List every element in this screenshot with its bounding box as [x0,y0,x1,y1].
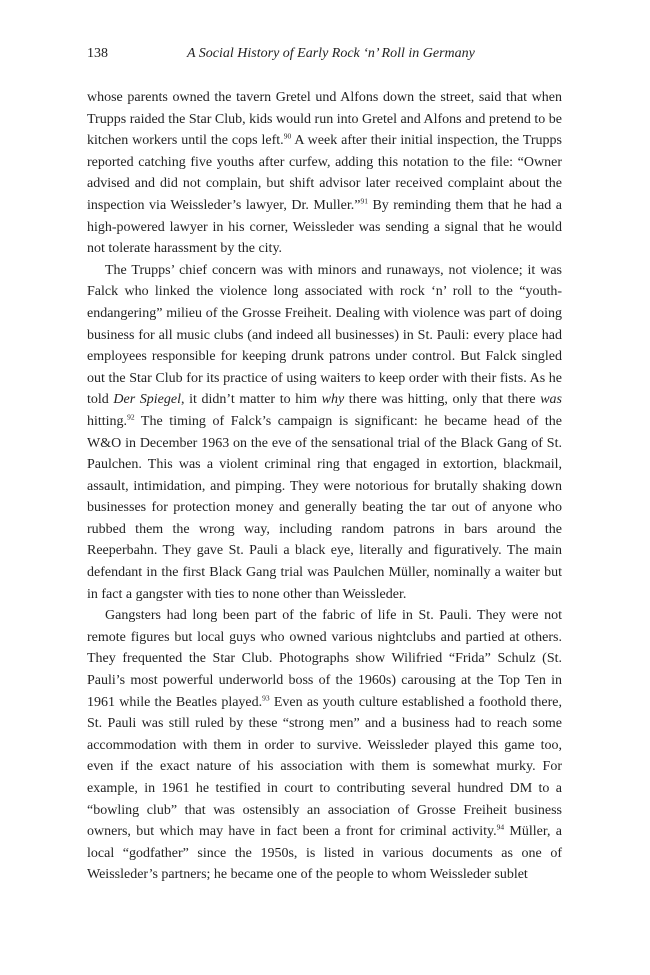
body-text [87,87,562,886]
italic-text: Der Spiegel [113,392,182,408]
italic-text: was [540,392,562,408]
text-run: Müller, a local “godfather” since the 1950s, is listed in various documents as one of Weissleder’s partners; he became one of the people to whom Weissleder sublet [87,824,562,883]
text-run: A week after their initial inspection, the Trupps reported catching five youths after curfew, adding this notation to the file: “Owner advised and did not complain, but shift advisor later received complaint about the inspection via Weissleder’s lawyer, Dr. Muller.” [87,133,562,213]
footnote-marker: 94 [496,822,505,832]
text-run: hitting. [87,413,128,429]
footnote-marker: 90 [283,131,292,141]
text-run: The Trupps’ chief concern was with minors and runaways, not violence; it was Falck who linked the violence long associated with rock ‘n’ roll to the “youth-endangering” milieu of the Grosse Freiheit. Dealing with violence was part of doing business for all music clubs (and indeed all businesses) in St. Pauli: every place had employees responsible for keeping drunk patrons under control. But Falck singled out the Star Club for its practice of using waiters to keep order with their fists. As he told [87,262,562,408]
text-run: Even as youth culture established a foothold there, St. Pauli was still ruled by these “strong men” and a business had to reach some accommodation with them in order to survive. Weissleder played this game too, even if the exact nature of his association with them is somewhat murky. For example, in 1961 he testified in court to contributing several hundred DM to a “bowling club” that was ostensibly an association of Grosse Freiheit business owners, but which may have in fact been a front for criminal activity. [87,694,563,840]
footnote-marker: 91 [360,196,368,206]
footnote-marker: 92 [127,412,135,422]
page-header [87,44,562,64]
running-title: A Social History of Early Rock ‘n’ Roll in Germany [187,46,475,61]
text-run: there was hitting, only that there [344,392,541,408]
text-run: By reminding them that he had a high-powered lawyer in his corner, Weissleder was sending a signal that he would not tolerate harassment by the city. [87,197,562,257]
italic-text: why [321,392,345,408]
text-run: whose parents owned the tavern Gretel und Alfons down the street, said that when Trupps raided the Star Club, kids would run into Gretel and Alfons and pretend to be kitchen workers until the cops left. [87,90,562,149]
text-run: The timing of Falck’s campaign is significant: he became head of the W&O in December 1963 on the eve of the sensational trial of the Black Gang of St. Paulchen. This was a violent criminal ring that engaged in extortion, blackmail, assault, intimidation, and pimping. They were notorious for brutally shaking down businesses for protection money and generally beating the tar out of anyone who rubbed them the wrong way, including random patrons in bars around the Reeperbahn. They gave St. Pauli a black eye, literally and figuratively. The main defendant in the first Black Gang trial was Paulchen Müller, nominally a waiter but in fact a gangster with ties to none other than Weissleder. [87,413,562,602]
footnote-marker: 93 [262,692,270,702]
paragraph [87,87,562,260]
text-run: , it didn’t matter to him [181,392,322,408]
paragraph [87,260,562,606]
paragraph [87,605,562,886]
text-run: Gangsters had long been part of the fabric of life in St. Pauli. They were not remote figures but local guys who owned various nightclubs and partied at others. They frequented the Star Club. Photographs show Wilifried “Frida” Schulz (St. Pauli’s most powerful underworld boss of the 1960s) carousing at the Top Ten in 1961 while the Beatles played. [87,608,562,710]
page-number: 138 [87,46,108,61]
